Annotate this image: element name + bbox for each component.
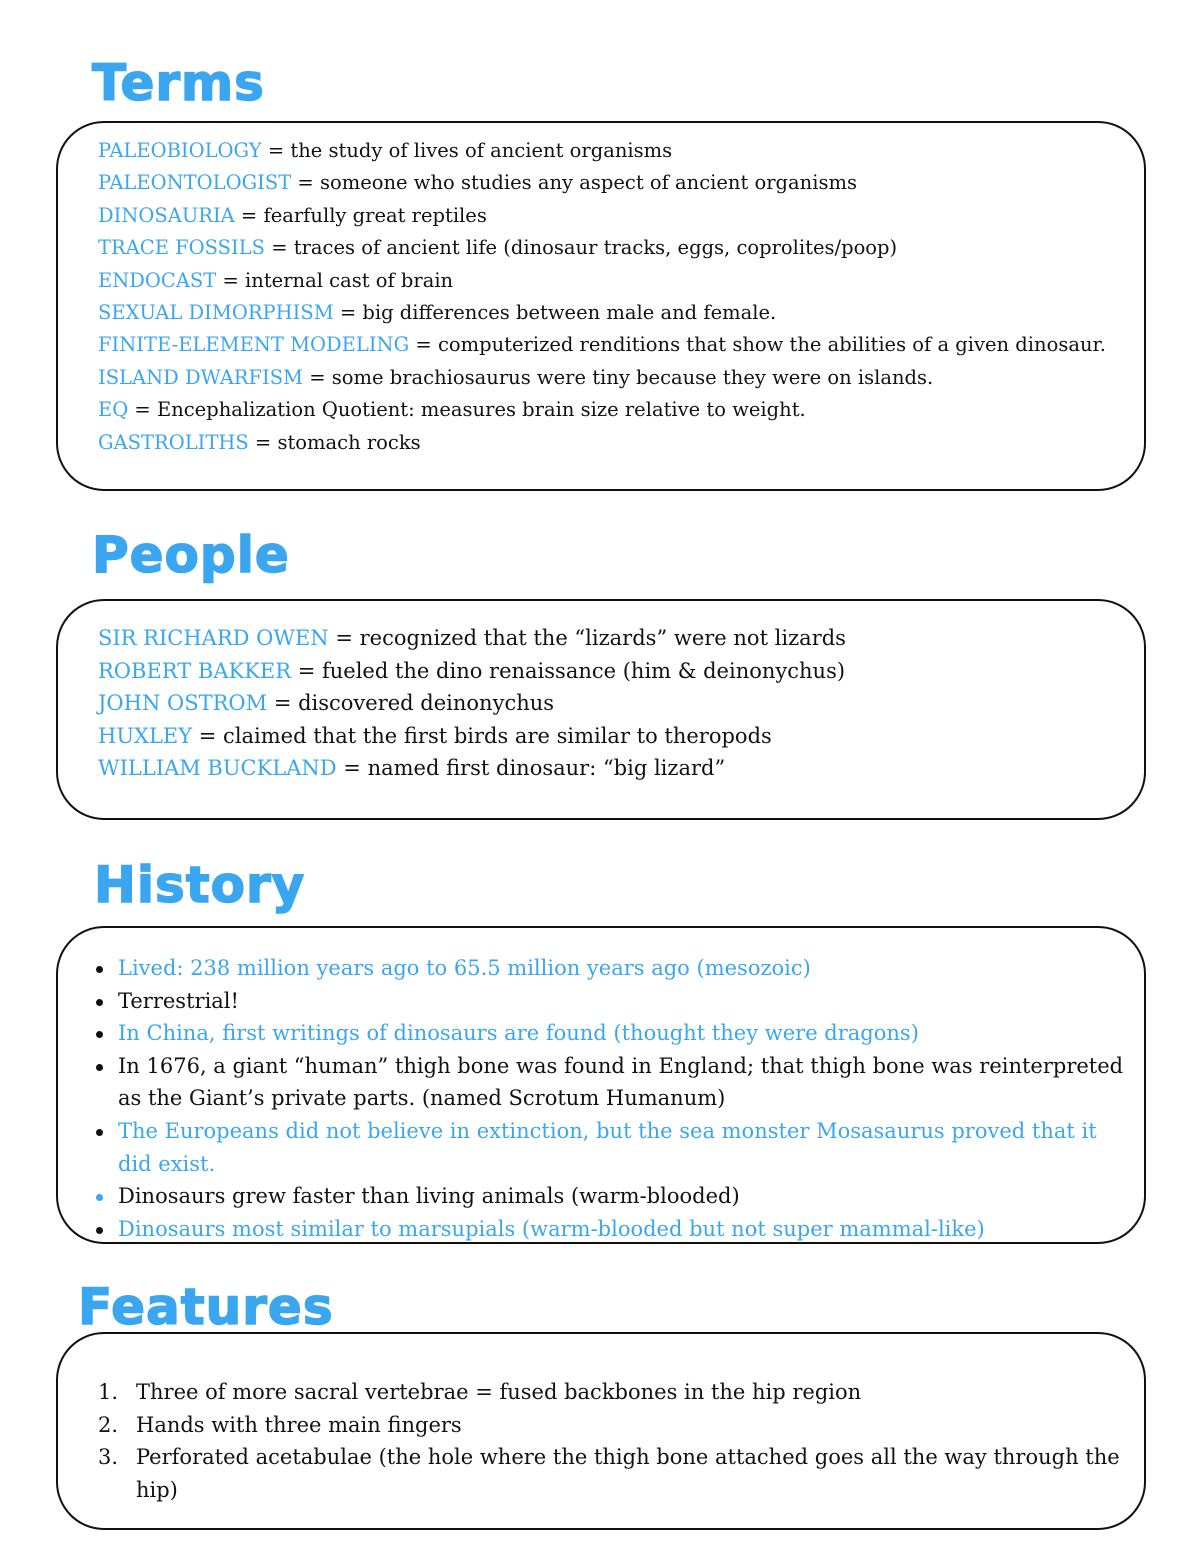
term-label: DINOSAURIA — [98, 203, 235, 227]
people-heading: People — [92, 526, 290, 584]
list-item — [98, 362, 1106, 394]
people-box — [56, 599, 1146, 820]
term-label: PALEONTOLOGIST — [98, 171, 292, 195]
person-description: = fueled the dino renaissance (him & deinonychus) — [291, 658, 846, 683]
list-item — [98, 622, 846, 655]
list-item — [96, 1180, 1136, 1213]
list-item — [96, 1213, 1136, 1246]
term-label: EQ — [98, 398, 129, 422]
term-definition: = someone who studies any aspect of ancient organisms — [291, 171, 857, 195]
history-text: Dinosaurs most similar to marsupials (warm-blooded but not super mammal-like) — [118, 1216, 985, 1241]
term-label: FINITE-ELEMENT MODELING — [98, 333, 410, 357]
feature-text: Hands with three main fingers — [136, 1412, 462, 1437]
list-item — [98, 394, 1106, 426]
person-name: HUXLEY — [98, 723, 193, 748]
term-definition: = fearfully great reptiles — [234, 203, 487, 227]
list-item — [96, 985, 1136, 1018]
list-item — [98, 232, 1106, 264]
term-definition: = some brachiosaurus were tiny because they were on islands. — [303, 365, 934, 389]
people-list — [98, 622, 846, 785]
history-text: Lived: 238 million years ago to 65.5 million years ago (mesozoic) — [118, 956, 811, 980]
list-item — [96, 1115, 1136, 1180]
term-definition: = Encephalization Quotient: measures brain size relative to weight. — [128, 398, 806, 422]
list-item — [98, 135, 1106, 167]
term-label: ISLAND DWARFISM — [98, 365, 304, 389]
bullet-icon — [96, 1129, 103, 1136]
list-item — [96, 952, 1136, 985]
bullet-icon — [96, 1227, 103, 1234]
term-definition: = internal cast of brain — [216, 268, 454, 292]
list-item — [98, 329, 1106, 361]
item-number: 2. — [98, 1412, 119, 1437]
feature-text: Three of more sacral vertebrae = fused backbones in the hip region — [136, 1380, 862, 1404]
term-definition: = traces of ancient life (dinosaur tracks, eggs, coprolites/poop) — [265, 236, 898, 260]
feature-text: Perforated acetabulae (the hole where the thigh bone attached goes all the way through the hip) — [136, 1445, 1120, 1502]
list-item — [98, 200, 1106, 232]
history-text: In China, first writings of dinosaurs are found (thought they were dragons) — [118, 1021, 919, 1046]
terms-box — [56, 121, 1146, 491]
bullet-icon — [96, 1064, 103, 1071]
term-label: SEXUAL DIMORPHISM — [98, 301, 334, 325]
item-number: 3. — [98, 1445, 119, 1470]
list-item — [98, 265, 1106, 297]
list-item — [98, 687, 846, 720]
history-box — [56, 926, 1146, 1244]
terms-heading: Terms — [92, 54, 265, 112]
features-heading: Features — [78, 1278, 334, 1336]
person-description: = recognized that the “lizards” were not lizards — [328, 626, 846, 650]
person-name: ROBERT BAKKER — [98, 658, 292, 683]
list-item — [98, 167, 1106, 199]
list-item — [96, 1050, 1136, 1115]
person-description: = discovered deinonychus — [267, 691, 555, 716]
bullet-icon — [96, 966, 103, 973]
term-label: PALEOBIOLOGY — [98, 139, 262, 162]
term-definition: = stomach rocks — [248, 430, 421, 454]
term-label: TRACE FOSSILS — [98, 236, 266, 260]
term-definition: = the study of lives of ancient organisms — [261, 139, 673, 162]
term-label: GASTROLITHS — [98, 430, 249, 454]
term-definition: = computerized renditions that show the abilities of a given dinosaur. — [409, 333, 1106, 357]
list-item — [98, 720, 846, 753]
history-heading: History — [94, 856, 306, 914]
list-item — [98, 1376, 1144, 1409]
list-item — [98, 1409, 1144, 1442]
bullet-icon — [96, 1031, 103, 1038]
features-list — [98, 1376, 1144, 1506]
bullet-icon — [96, 1194, 103, 1201]
item-number: 1. — [98, 1380, 119, 1404]
term-definition: = big differences between male and female. — [333, 301, 777, 325]
history-text: Terrestrial! — [118, 988, 239, 1013]
list-item — [98, 297, 1106, 329]
person-name: WILLIAM BUCKLAND — [98, 756, 337, 781]
list-item — [98, 752, 846, 785]
list-item — [98, 1441, 1144, 1506]
person-description: = claimed that the first birds are similar to theropods — [192, 723, 772, 748]
features-box — [56, 1332, 1146, 1530]
terms-list — [98, 135, 1106, 459]
list-item — [96, 1017, 1136, 1050]
history-text: The Europeans did not believe in extinction, but the sea monster Mosasaurus proved that it did exist. — [118, 1118, 1097, 1176]
list-item — [98, 427, 1106, 459]
person-name: SIR RICHARD OWEN — [98, 626, 329, 650]
term-label: ENDOCAST — [98, 268, 217, 292]
history-list — [96, 952, 1136, 1245]
bullet-icon — [96, 999, 103, 1006]
history-text: In 1676, a giant “human” thigh bone was found in England; that thigh bone was reinterpreted as the Giant’s private parts. (named Scrotum Humanum) — [118, 1053, 1124, 1111]
person-description: = named first dinosaur: “big lizard” — [336, 756, 726, 781]
history-text: Dinosaurs grew faster than living animals (warm-blooded) — [118, 1184, 740, 1209]
person-name: JOHN OSTROM — [98, 691, 268, 716]
list-item — [98, 655, 846, 688]
